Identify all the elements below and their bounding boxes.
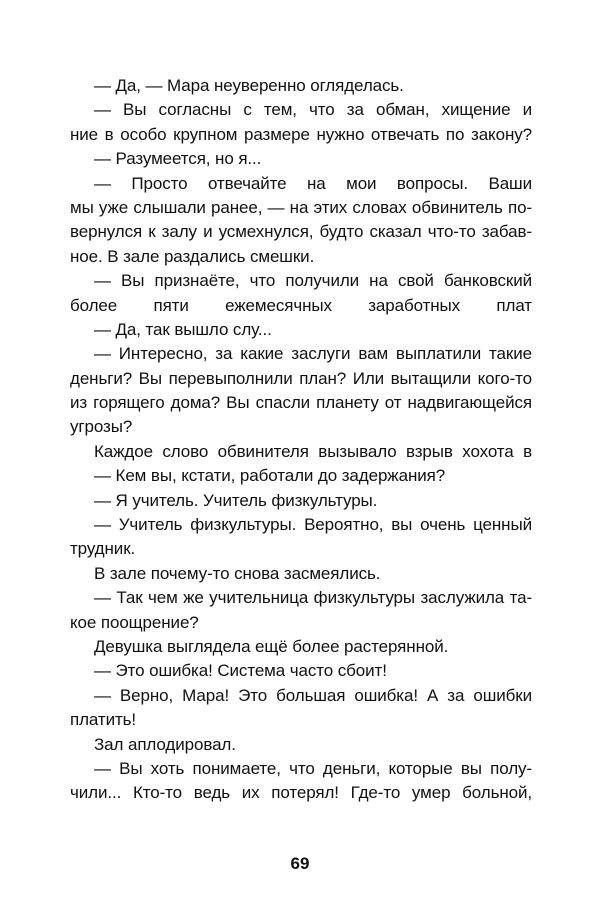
- text-line: деньги? Вы перевыполнили план? Или вытащили кого-то: [70, 368, 532, 388]
- text-line: — Верно, Мара! Это большая ошибка! А за ошибки: [94, 685, 532, 705]
- text-line: — Да, — Мара неуверенно огляделась.: [94, 76, 404, 95]
- text-line: — Вы признаёте, что получили на свой банковский: [94, 271, 532, 291]
- text-line: более пяти ежемесячных заработных плат: [70, 295, 532, 315]
- text-line: ное. В зале раздались смешки.: [70, 246, 315, 266]
- page-number: 69: [290, 854, 310, 873]
- text-line: угрозы?: [70, 417, 133, 437]
- text-line: платить!: [70, 710, 137, 730]
- text-line: Зал аплодировал.: [94, 734, 236, 754]
- text-line: вернулся к залу и усмехнулся, будто сказал что-то забав-: [70, 222, 532, 242]
- text-line: — Кем вы, кстати, работали до задержания?: [94, 466, 446, 486]
- text-line: чили... Кто-то ведь их потерял! Где-то умер больной,: [70, 783, 532, 803]
- text-line: из горящего дома? Вы спасли планету от надвигающейся: [70, 393, 532, 413]
- text-line: трудник.: [70, 539, 136, 559]
- text-line: кое поощрение?: [70, 612, 199, 632]
- text-line: Девушка выглядела ещё более растерянной.: [94, 636, 449, 656]
- text-line: ние в особо крупном размере нужно отвечать по закону?: [70, 124, 532, 144]
- text-line: — Интересно, за какие заслуги вам выплатили такие: [94, 344, 532, 364]
- text-line: — Да, так вышло слу...: [94, 319, 272, 339]
- text-line: — Разумеется, но я...: [94, 149, 262, 169]
- text-line: — Так чем же учительница физкультуры заслужила та-: [94, 588, 532, 608]
- text-line: — Просто отвечайте на мои вопросы. Ваши: [94, 173, 532, 193]
- text-line: — Я учитель. Учитель физкультуры.: [94, 490, 378, 510]
- text-line: — Учитель физкультуры. Вероятно, вы очень ценный: [94, 515, 532, 535]
- text-line: В зале почему-то снова засмеялись.: [94, 563, 381, 583]
- text-line: — Вы хоть понимаете, что деньги, которые вы полу-: [94, 758, 532, 778]
- text-line: — Это ошибка! Система часто сбоит!: [94, 661, 387, 681]
- text-line: Каждое слово обвинителя вызывало взрыв хохота в: [94, 441, 532, 461]
- page-text-body: [70, 74, 532, 806]
- text-line: — Вы согласны с тем, что за обман, хищение и: [94, 100, 532, 120]
- text-line: мы уже слышали ранее, — на этих словах обвинитель по-: [70, 197, 532, 217]
